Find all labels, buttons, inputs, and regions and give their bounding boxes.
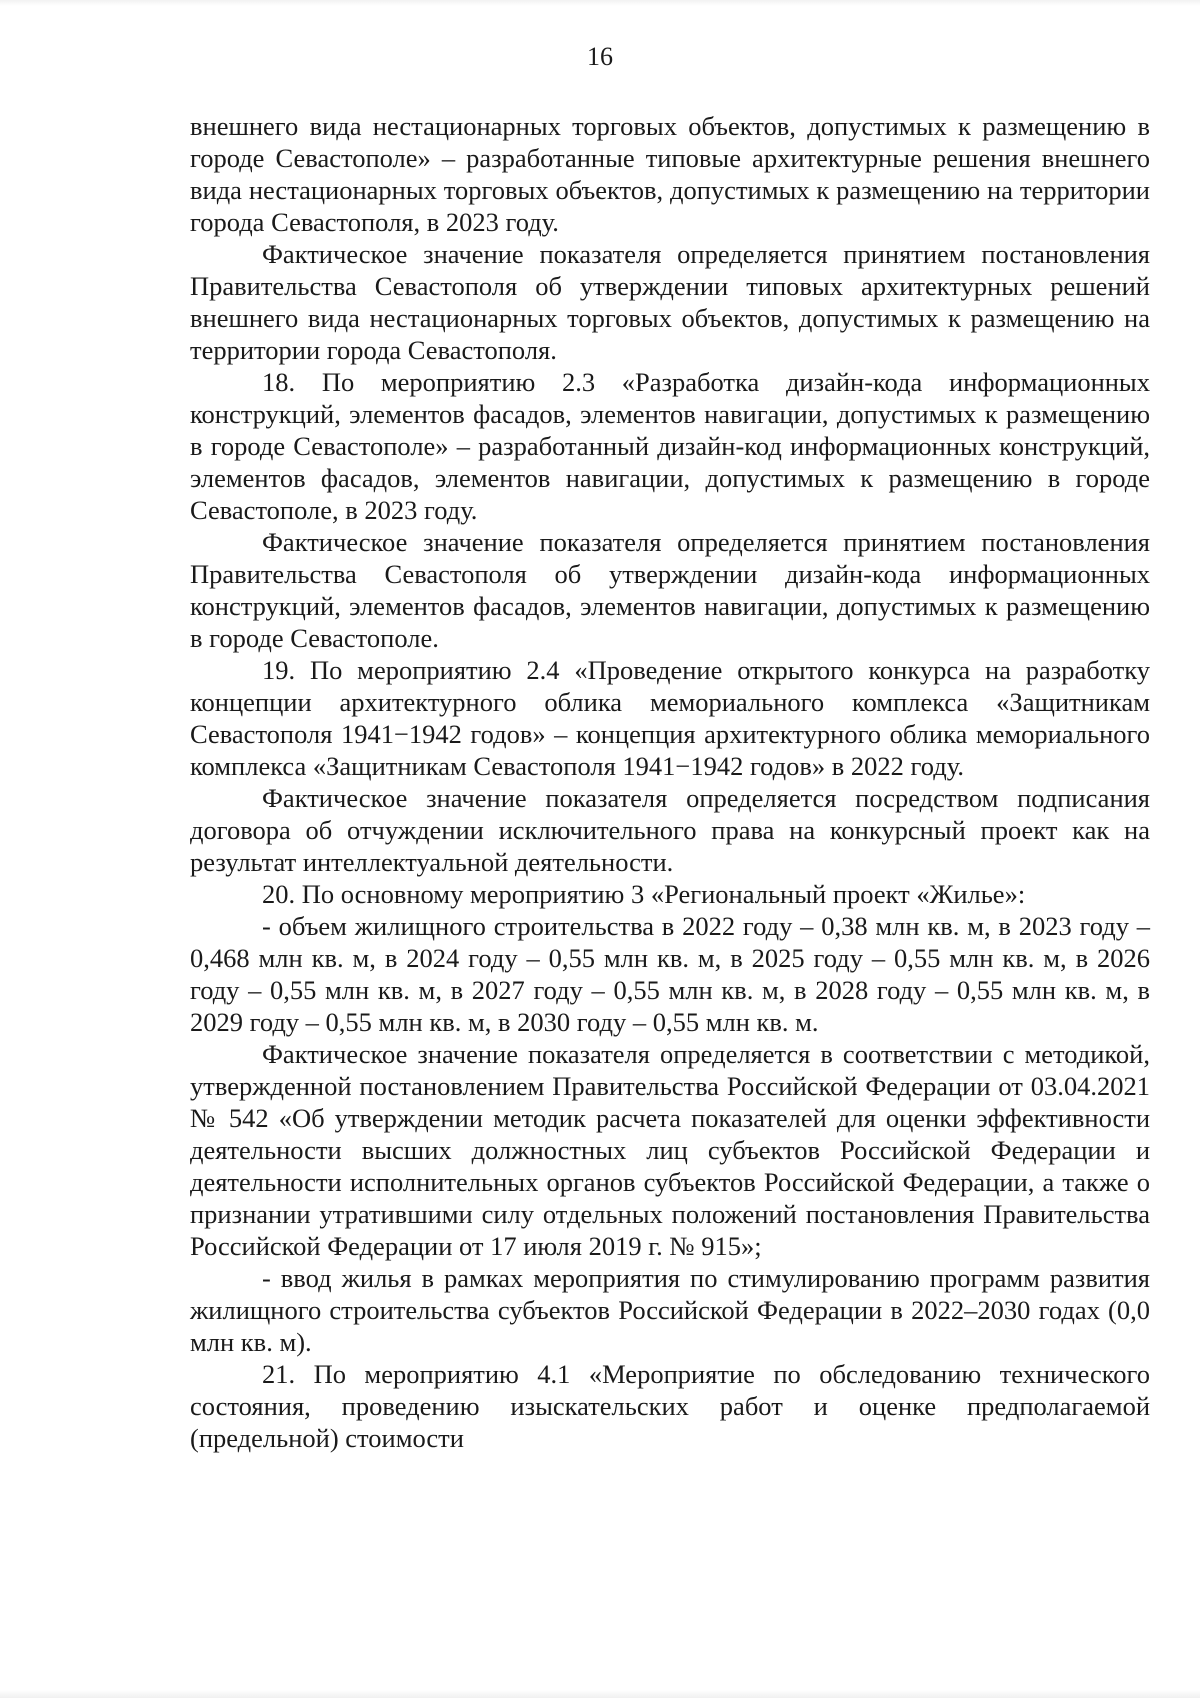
paragraph-item-21: 21. По мероприятию 4.1 «Мероприятие по обследованию технического состояния, проведению изыскательских работ и оценке предполагаемой (предельной) стоимости xyxy=(190,1359,1150,1453)
document-body xyxy=(190,110,1150,1454)
paragraph-item-18: 18. По мероприятию 2.3 «Разработка дизайн-кода информационных конструкций, элементов фасадов, элементов навигации, допустимых к размещению в городе Севастополе» – разработанный дизайн-код информационных конструкций, элементов фасадов, элементов навигации, допустимых к размещению в городе Севастополе, в 2023 году. xyxy=(190,367,1150,525)
paragraph-housing-volume: - объем жилищного строительства в 2022 году – 0,38 млн кв. м, в 2023 году – 0,468 млн кв. м, в 2024 году – 0,55 млн кв. м, в 2025 году – 0,55 млн кв. м, в 2026 году – 0,55 млн кв. м, в 2027 году – 0,55 млн кв. м, в 2028 году – 0,55 млн кв. м, в 2029 году – 0,55 млн кв. м, в 2030 году – 0,55 млн кв. м. xyxy=(190,911,1150,1037)
paragraph-continuation: внешнего вида нестационарных торговых объектов, допустимых к размещению в городе Севастополе» – разработанные типовые архитектурные решения внешнего вида нестационарных торговых объектов, допустимых к размещению на территории города Севастополя, в 2023 году. xyxy=(190,111,1150,237)
paragraph-indicator-method-1: Фактическое значение показателя определяется принятием постановления Правительства Севастополя об утверждении типовых архитектурных решений внешнего вида нестационарных торговых объектов, допустимых к размещению на территории города Севастополя. xyxy=(190,239,1150,365)
scan-edge-top xyxy=(0,0,1200,6)
paragraph-indicator-method-3: Фактическое значение показателя определяется посредством подписания договора об отчуждении исключительного права на конкурсный проект как на результат интеллектуальной деятельности. xyxy=(190,783,1150,877)
scan-edge-bottom xyxy=(0,1690,1200,1698)
page-number: 16 xyxy=(587,42,613,71)
paragraph-indicator-method-2: Фактическое значение показателя определяется принятием постановления Правительства Севастополя об утверждении дизайн-кода информационных конструкций, элементов фасадов, элементов навигации, допустимых к размещению в городе Севастополе. xyxy=(190,527,1150,653)
paragraph-item-20: 20. По основному мероприятию 3 «Региональный проект «Жилье»: xyxy=(262,879,1026,909)
paragraph-indicator-method-4: Фактическое значение показателя определяется в соответствии с методикой, утвержденной постановлением Правительства Российской Федерации от 03.04.2021 № 542 «Об утверждении методик расчета показателей для оценки эффективности деятельности высших должностных лиц субъектов Российской Федерации и деятельности исполнительных органов субъектов Российской Федерации, а также о признании утратившими силу отдельных положений постановления Правительства Российской Федерации от 17 июля 2019 г. № 915»; xyxy=(190,1039,1150,1261)
paragraph-housing-commissioning: - ввод жилья в рамках мероприятия по стимулированию программ развития жилищного строительства субъектов Российской Федерации в 2022–2030 годах (0,0 млн кв. м). xyxy=(190,1263,1150,1357)
paragraph-item-19: 19. По мероприятию 2.4 «Проведение открытого конкурса на разработку концепции архитектурного облика мемориального комплекса «Защитникам Севастополя 1941−1942 годов» – концепция архитектурного облика мемориального комплекса «Защитникам Севастополя 1941−1942 годов» в 2022 году. xyxy=(190,655,1150,781)
